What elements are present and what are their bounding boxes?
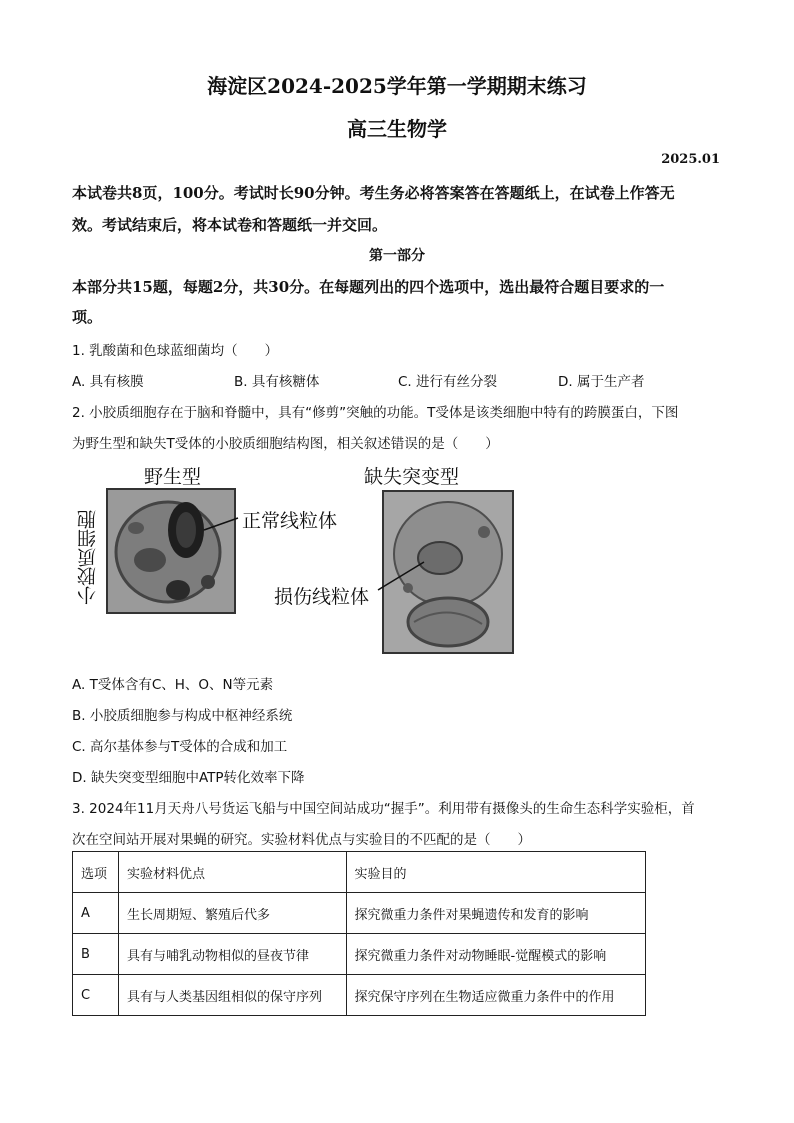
q1-option-a: A. 具有核膜 [72,374,144,390]
table-row [73,975,646,1016]
cell-label: 小胶质细胞 [77,510,99,605]
q1-option-c: C. 进行有丝分裂 [398,374,498,390]
q1-stem: 1. 乳酸菌和色球蓝细菌均（ ） [72,343,279,359]
mutant-label: 缺失突变型 [364,466,460,488]
table-cell: B [73,934,119,975]
wild-type-label: 野生型 [144,466,202,488]
table-header-cell: 选项 [73,852,119,893]
table-cell: 探究保守序列在生物适应微重力条件中的作用 [346,975,645,1016]
q2-figure [72,458,532,658]
q2-option-b: B. 小胶质细胞参与构成中枢神经系统 [72,708,293,724]
exam-date: 2025.01 [661,152,720,167]
table-header-cell: 实验目的 [346,852,645,893]
exam-subject: 高三生物学 [347,117,447,141]
q1-option-d: D. 属于生产者 [558,374,645,390]
table-cell: 具有与人类基因组相似的保守序列 [118,975,346,1016]
q2-stem-line-1: 2. 小胶质细胞存在于脑和脊髓中，具有“修剪”突触的功能。T受体是该类细胞中特有的跨膜蛋白，下图 [72,405,679,421]
intro-line-1: 本试卷共8页，100分。考试时长90分钟。考生务必将答案答在答题纸上，在试卷上作答无 [72,184,675,202]
q2-stem-line-2: 为野生型和缺失T受体的小胶质细胞结构图，相关叙述错误的是（ ） [72,436,499,452]
table-header-cell: 实验材料优点 [118,852,346,893]
table-cell: 探究微重力条件对果蝇遗传和发育的影响 [346,893,645,934]
part-heading: 第一部分 [369,248,425,264]
figure-pointer-lines [72,458,532,658]
table-row [73,893,646,934]
part-desc-line-1: 本部分共15题，每题2分，共30分。在每题列出的四个选项中，选出最符合题目要求的一 [72,278,665,296]
q3-stem-line-1: 3. 2024年11月天舟八号货运飞船与中国空间站成功“握手”。利用带有摄像头的生命生态科学实验柜，首 [72,801,695,817]
normal-mito-label: 正常线粒体 [242,510,338,532]
table-cell: A [73,893,119,934]
q3-stem-line-2: 次在空间站开展对果蝇的研究。实验材料优点与实验目的不匹配的是（ ） [72,832,531,848]
table-header-row [73,852,646,893]
table-cell: C [73,975,119,1016]
exam-title: 海淀区2024-2025学年第一学期期末练习 [207,74,587,98]
table-cell: 生长周期短、繁殖后代多 [118,893,346,934]
intro-line-2: 效。考试结束后，将本试卷和答题纸一并交回。 [72,216,388,234]
q2-option-c: C. 高尔基体参与T受体的合成和加工 [72,739,288,755]
part-desc-line-2: 项。 [72,308,103,326]
q1-option-b: B. 具有核糖体 [234,374,320,390]
q3-table [72,851,646,1016]
table-cell: 具有与哺乳动物相似的昼夜节律 [118,934,346,975]
q2-option-a: A. T受体含有C、H、O、N等元素 [72,677,274,693]
table-row [73,934,646,975]
table-cell: 探究微重力条件对动物睡眠-觉醒模式的影响 [346,934,645,975]
q2-option-d: D. 缺失突变型细胞中ATP转化效率下降 [72,770,305,786]
damaged-mito-label: 损伤线粒体 [274,586,370,608]
